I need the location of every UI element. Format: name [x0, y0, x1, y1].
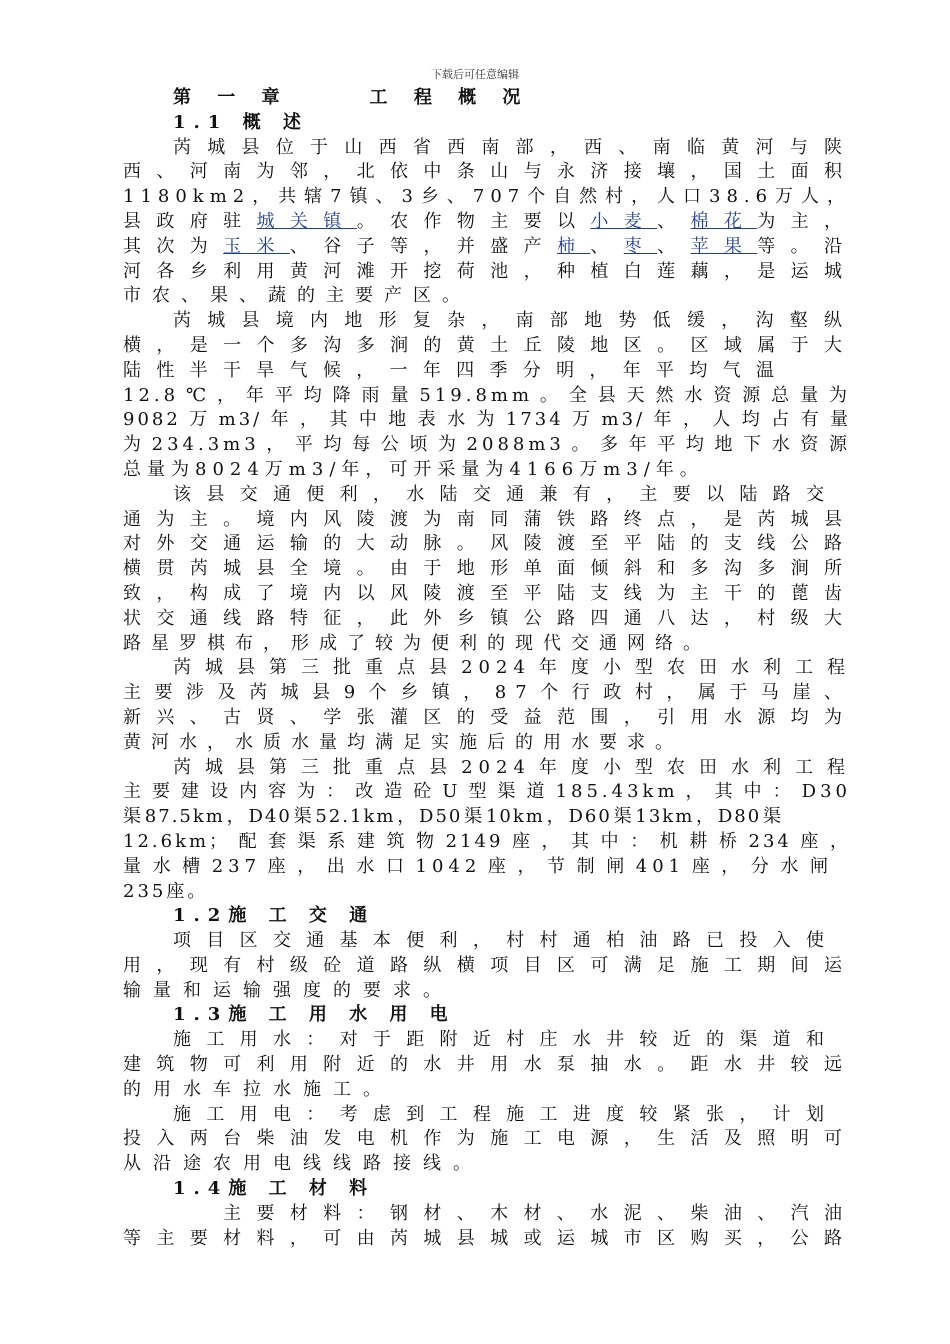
link-jujube[interactable]: 枣 — [623, 235, 658, 257]
paragraph-line: 总量为8024万m3/年，可开采量为4166万m3/年。 — [123, 458, 704, 480]
paragraph-line: 对外交通运输的大动脉。风陵渡至平陆的支线公路 — [123, 533, 851, 555]
link-wheat[interactable]: 小麦 — [590, 210, 658, 232]
link-cotton[interactable]: 棉花 — [690, 210, 758, 232]
text-span: 县政府驻 — [123, 210, 257, 232]
paragraph-line: 主要涉及芮城县9个乡镇，87个行政村，属于马崖、 — [123, 682, 851, 704]
header-note: 下载后可任意编辑 — [431, 68, 519, 81]
paragraph-line: 输量和运输强度的要求。 — [123, 979, 453, 1001]
text-span: 、 — [590, 235, 624, 257]
paragraph-line: 9082万m3/年，其中地表水为1734万m3/年，人均占有量 — [123, 409, 851, 431]
paragraph-line: 通为主。境内风陵渡为南同蒲铁路终点，是芮城县 — [123, 508, 851, 530]
paragraph-line: 陆性半干旱气候，一年四季分明，年平均气温 — [123, 359, 783, 381]
section-heading-1-4: 1.4施 工 材 料 — [173, 1178, 376, 1200]
paragraph-line: 致，构成了境内以风陵渡至平陆支线为主干的蓖齿 — [123, 582, 851, 604]
paragraph-line: 施工用电：考虑到工程施工进度较紧张，计划 — [173, 1103, 833, 1125]
paragraph-line: 新兴、古贤、学张灌区的受益范围，引用水源均为 — [123, 706, 851, 728]
text-span: 等。沿 — [757, 235, 852, 257]
paragraph-line: 芮城县第三批重点县2024年度小型农田水利工程 — [173, 756, 851, 778]
paragraph-line: 河各乡利用黄河滩开挖荷池，种植白莲藕，是运城 — [123, 260, 851, 282]
paragraph-line: 该县交通便利，水陆交通兼有，主要以陆路交 — [173, 483, 833, 505]
text-span: 其次为 — [123, 235, 224, 257]
text-span: 、谷子等，并盛产 — [289, 235, 557, 257]
section-heading-1-3: 1.3施 工 用 水 用 电 — [173, 1004, 456, 1026]
paragraph-line: 建筑物可利用附近的水井用水泵抽水。距水井较远 — [123, 1054, 851, 1076]
paragraph-line: 等主要材料，可由芮城县城或运城市区购买，公路 — [123, 1227, 851, 1249]
paragraph-line: 黄河水，水质水量均满足实施后的用水要求。 — [123, 731, 683, 753]
link-corn[interactable]: 玉米 — [223, 235, 290, 257]
chapter-title: 工 程 概 况 — [369, 87, 531, 108]
text-span: 为主， — [757, 210, 852, 232]
paragraph-line: 横贯芮城县全境。由于地形单面倾斜和多沟多涧所 — [123, 558, 851, 580]
paragraph-line: 芮城县境内地形复杂，南部地势低缓，沟壑纵 — [173, 310, 851, 332]
paragraph-line: 的用水车拉水施工。 — [123, 1078, 393, 1100]
paragraph-line: 12.6km；配套渠系建筑物2149座，其中：机耕桥234座， — [123, 830, 851, 852]
paragraph-line: 渠87.5km，D40渠52.1km，D50渠10km，D60渠13km，D80渠 — [123, 806, 783, 828]
link-apple[interactable]: 苹果 — [690, 235, 758, 257]
paragraph-line: 市农、果、蔬的主要产区。 — [123, 285, 471, 307]
paragraph-line: 芮城县位于山西省西南部，西、南临黄河与陕 — [173, 136, 851, 158]
paragraph-line: 用，现有村级砼道路纵横项目区可满足施工期间运 — [123, 954, 851, 976]
paragraph-line: 西、河南为邻，北依中条山与永济接壤，国土面积 — [123, 161, 851, 183]
paragraph-line — [123, 235, 851, 260]
text-span: 。农作物主要以 — [356, 210, 591, 232]
paragraph-line: 1180km2，共辖7镇、3乡、707个自然村，人口38.6万人， — [123, 186, 851, 208]
link-chengguan[interactable]: 城关镇 — [256, 210, 357, 232]
link-persimmon[interactable]: 柿 — [556, 235, 591, 257]
section-heading-1-2: 1.2施 工 交 通 — [173, 905, 376, 927]
section-heading-1-1: 1.1 概 述 — [173, 111, 309, 133]
document-body — [123, 86, 851, 1251]
paragraph-line: 主要建设内容为：改造砼U型渠道185.43km，其中：D30 — [123, 781, 851, 803]
paragraph-line: 施工用水：对于距附近村庄水井较近的渠道和 — [173, 1029, 833, 1051]
paragraph-line: 芮城县第三批重点县2024年度小型农田水利工程 — [173, 657, 851, 679]
paragraph-line: 横，是一个多沟多涧的黄土丘陵地区。区域属于大 — [123, 334, 851, 356]
text-span: 、 — [657, 235, 691, 257]
paragraph-line: 状交通线路特征，此外乡镇公路四通八达，村级大 — [123, 607, 851, 629]
paragraph-line: 为234.3m3，平均每公顷为2088m3。多年平均地下水资源 — [123, 434, 851, 456]
paragraph-line: 从沿途农用电线线路接线。 — [123, 1153, 483, 1175]
paragraph-line: 投入两台柴油发电机作为施工电源，生活及照明可 — [123, 1128, 851, 1150]
chapter-label: 第 一 章 — [173, 87, 290, 108]
chapter-heading — [123, 86, 851, 111]
paragraph-line: 项目区交通基本便利，村村通柏油路已投入使 — [173, 930, 833, 952]
paragraph-line — [123, 210, 851, 235]
paragraph-line: 主要材料：钢材、木材、水泥、柴油、汽油 — [223, 1202, 851, 1224]
paragraph-line: 路星罗棋布，形成了较为便利的现代交通网络。 — [123, 632, 711, 654]
text-span: 、 — [657, 210, 691, 232]
paragraph-line: 235座。 — [123, 880, 209, 902]
paragraph-line: 12.8℃，年平均降雨量519.8mm。全县天然水资源总量为 — [123, 384, 851, 406]
paragraph-line: 量水槽237座，出水口1042座，节制闸401座，分水闸 — [123, 855, 833, 877]
